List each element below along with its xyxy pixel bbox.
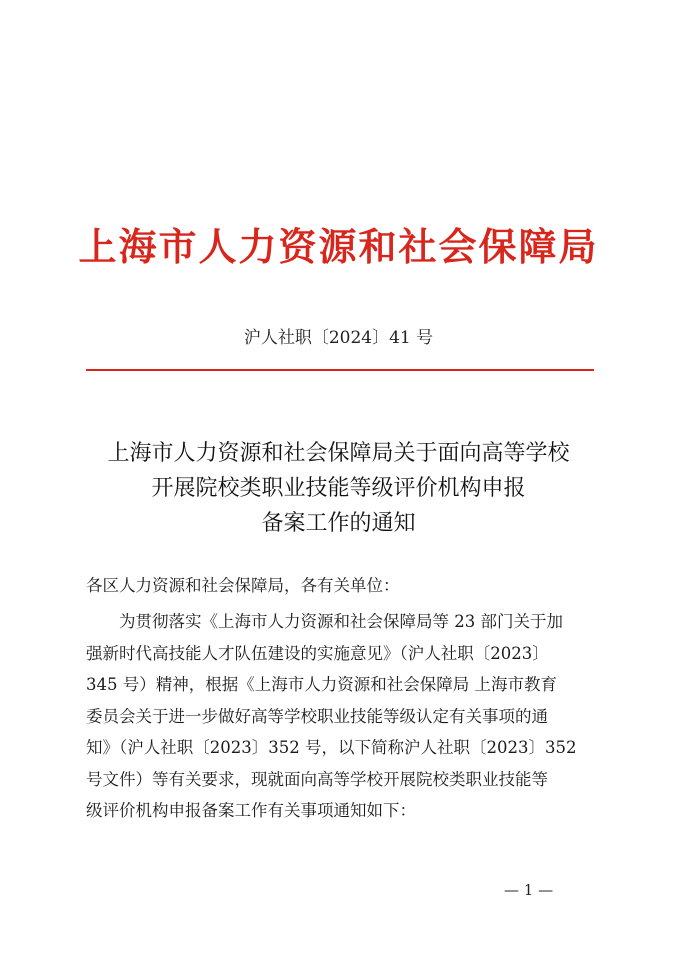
notice-title-line-3: 备案工作的通知 [261, 511, 416, 536]
page-number: — 1 — [504, 881, 554, 899]
notice-title-line-2: 开展院校类职业技能等级评价机构申报 [151, 476, 526, 501]
red-divider-line [86, 369, 594, 371]
body-line-7: 级评价机构申报备案工作有关事项通知如下： [86, 801, 416, 820]
body-line-1: 为贯彻落实《上海市人力资源和社会保障局等 23 部门关于加 [86, 612, 563, 631]
notice-title-line-1: 上海市人力资源和社会保障局关于面向高等学校 [107, 441, 570, 466]
body-paragraph [86, 606, 606, 827]
body-line-3: 345 号）精神，根据《上海市人力资源和社会保障局 上海市教育 [86, 675, 557, 694]
addressee-line: 各区人力资源和社会保障局，各有关单位： [86, 576, 400, 595]
agency-header-title: 上海市人力资源和社会保障局 [78, 224, 599, 269]
document-number: 沪人社职〔2024〕41 号 [243, 328, 434, 348]
body-line-5: 知》（沪人社职〔2023〕352 号，以下简称沪人社职〔2023〕352 [86, 738, 577, 757]
body-line-6: 号文件）等有关要求，现就面向高等学校开展院校类职业技能等 [86, 769, 548, 789]
notice-title [60, 436, 617, 541]
body-line-4: 委员会关于进一步做好高等学校职业技能等级认定有关事项的通 [86, 706, 548, 726]
body-line-2: 强新时代高技能人才队伍建设的实施意见》（沪人社职〔2023〕 [86, 643, 549, 663]
